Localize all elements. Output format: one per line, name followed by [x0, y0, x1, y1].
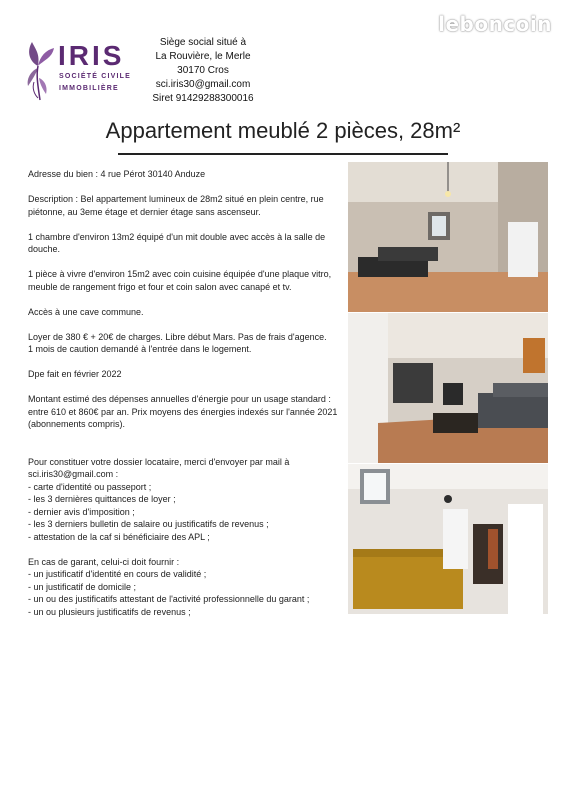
list-item: - un justificatif de domicile ; [28, 581, 137, 592]
logo-subtitle-1: SOCIÉTÉ CIVILE [59, 73, 132, 80]
logo-wordmark: IRIS [58, 40, 125, 71]
bedroom-photo [348, 464, 548, 614]
list-item: - les 3 dernières quittances de loyer ; [28, 494, 176, 504]
listing-text [28, 168, 340, 618]
kitchen-photo [348, 313, 548, 463]
deposit-paragraph: 1 mois de caution demandé à l'entrée dans le logement. [28, 344, 252, 354]
guarantor-section [28, 556, 340, 619]
title-underline [118, 153, 448, 155]
iris-flower-icon [22, 38, 58, 102]
list-item: - dernier avis d'imposition ; [28, 506, 135, 517]
company-info-line: La Rouvière, le Merle [155, 51, 251, 62]
company-siret: Siret 91429288300016 [152, 93, 254, 104]
iris-logo [22, 38, 142, 102]
list-item: - carte d'identité ou passeport ; [28, 481, 152, 492]
cellar-paragraph: Accès à une cave commune. [28, 306, 144, 317]
rent-paragraph: Loyer de 380 € + 20€ de charges. Libre début Mars. Pas de frais d'agence. [28, 331, 327, 342]
living-room-paragraph: 1 pièce à vivre d'environ 15m2 avec coin cuisine équipée d'une plaque vitro, meuble de rangement frigo et four et coin salon avec canapé et tv. [28, 269, 332, 292]
list-item: - un ou plusieurs justificatifs de revenus ; [28, 606, 191, 617]
bedroom-paragraph: 1 chambre d'environ 13m2 équipé d'un mit double avec accès à la salle de douche. [28, 231, 326, 254]
address-paragraph: Adresse du bien : 4 rue Pérot 30140 Anduze [28, 169, 206, 179]
list-item: - un ou des justificatifs attestant de l'activité professionnelle du garant ; [28, 594, 310, 604]
logo-subtitle-2: IMMOBILIÈRE [59, 85, 119, 92]
energy-paragraph: Montant estimé des dépenses annuelles d'énergie pour un usage standard : entre 610 et 860€ par an. Prix moyens des énergies indexés sur l'année 2021 (abonnements compris). [28, 394, 338, 429]
description-paragraph: Description : Bel appartement lumineux de 28m2 situé en plein centre, rue piétonne, au 3eme étage et dernier étage sans ascenseur. [28, 194, 324, 217]
company-info-line: Siège social situé à [159, 37, 247, 48]
list-item: - les 3 derniers bulletin de salaire ou justificatifs de revenus ; [28, 519, 269, 529]
list-item: - attestation de la caf si bénéficiaire des APL ; [28, 531, 210, 542]
living-room-photo [348, 162, 548, 312]
company-info [148, 36, 258, 106]
page-title: Appartement meublé 2 pièces, 28m² [105, 118, 461, 143]
list-item: - un justificatif d'identité en cours de validité ; [28, 569, 207, 579]
photo-column [348, 162, 548, 615]
dpe-paragraph: Dpe fait en février 2022 [28, 369, 122, 379]
company-info-line: 30170 Cros [177, 65, 229, 76]
dossier-section [28, 456, 340, 544]
leboncoin-watermark: leboncoin [438, 12, 552, 36]
dossier-intro: Pour constituer votre dossier locataire, merci d'envoyer par mail à sci.iris30@gmail.com : [28, 456, 290, 479]
guarantor-intro: En cas de garant, celui-ci doit fournir : [28, 556, 180, 567]
company-email: sci.iris30@gmail.com [155, 79, 251, 90]
